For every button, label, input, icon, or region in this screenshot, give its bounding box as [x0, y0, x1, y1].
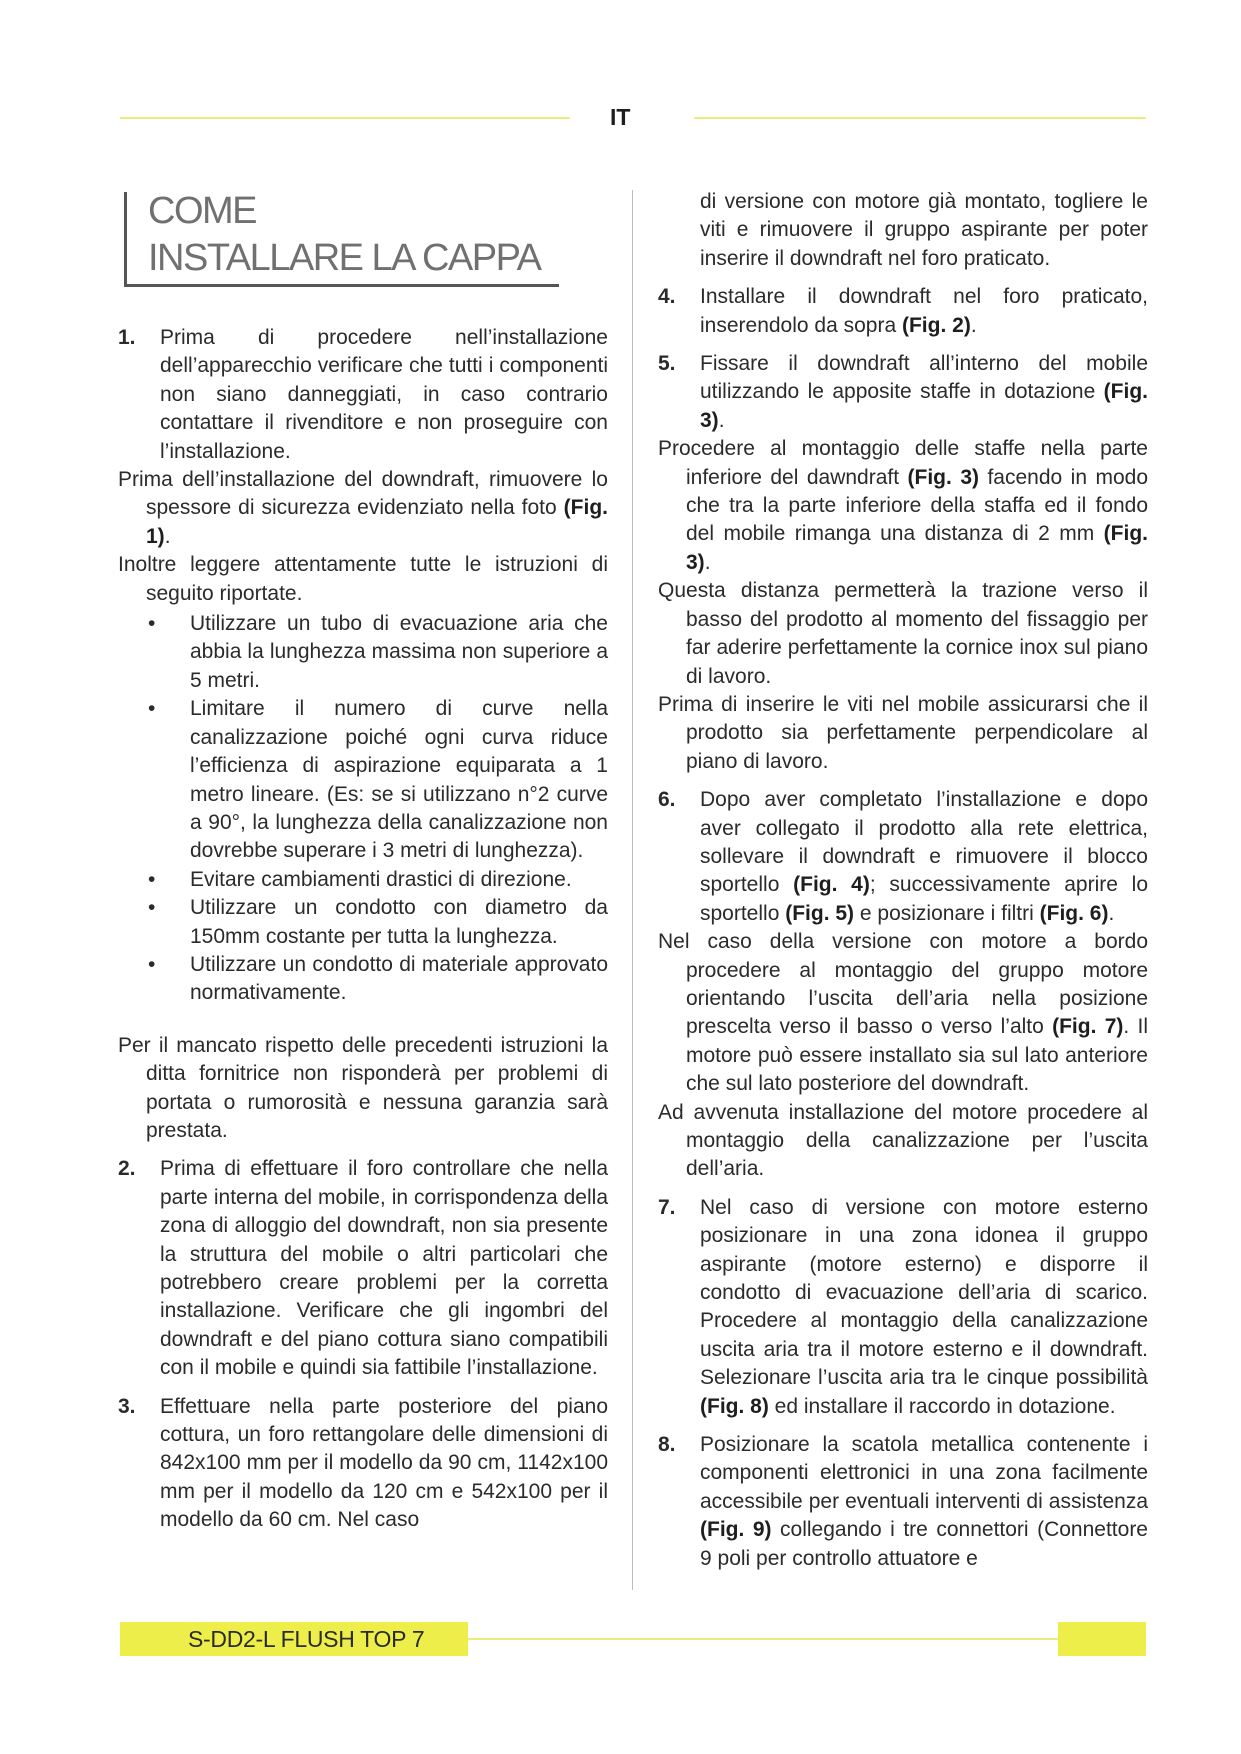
step-text: Effettuare nella parte posteriore del piano cottura, un foro rettangolare delle dimensioni di 842x100 mm per il modello da 90 cm, 1142x100 mm per il modello da 120 cm e 542x100 per il modello da 60 cm. Nel caso [160, 1394, 608, 1532]
figure-reference: (Fig. 2) [901, 313, 971, 337]
step-6-paragraph: Ad avvenuta installazione del motore procedere al montaggio della canalizzazione per l’uscita dell’aria. [658, 1100, 1148, 1181]
footer-rule [468, 1638, 1058, 1640]
step-number: 7. [658, 1195, 676, 1219]
step-number: 1. [118, 326, 136, 349]
header-rule-left [120, 117, 570, 119]
language-label: IT [610, 104, 631, 130]
step-2 [118, 1155, 608, 1382]
section-title [148, 188, 541, 282]
step-number: 3. [118, 1394, 136, 1418]
right-column [658, 188, 1148, 1573]
step-number: 4. [658, 285, 676, 309]
requirements-list [118, 610, 608, 1008]
figure-reference: (Fig. 1) [146, 496, 608, 548]
step-text: Prima di effettuare il foro controllare che nella parte interna del mobile, in corrispondenza della zona di alloggio del downdraft, non sia presente la struttura del mobile o altri particolari che potrebbero creare problemi per la corretta installazione. Verificare che gli ingombri del downdraft e del piano cottura siano compatibili con il mobile e quindi sia fattibile l’installazione. [160, 1157, 608, 1380]
footer-label: S-DD2-L FLUSH TOP 7 [188, 1626, 425, 1652]
figure-reference: (Fig. 3) [686, 522, 1148, 574]
step-8: 8. Posizionare la scatola metallica contenente i componenti elettronici in una zona facilmente accessibile per eventuali interventi di assistenza (Fig. 9) collegando i tre connettori (Connettore 9 poli per controllo attuatore e [658, 1433, 1148, 1570]
list-item: • Utilizzare un condotto con diametro da 150mm costante per tutta la lunghezza. [118, 894, 608, 951]
step-1 [118, 324, 608, 466]
figure-reference: (Fig. 7) [1052, 1015, 1124, 1039]
step-3-continuation: di versione con motore già montato, togliere le viti e rimuovere il gruppo aspirante per poter inserire il downdraft nel foro praticato. [700, 190, 1148, 270]
list-item: • Evitare cambiamenti drastici di direzione. [118, 866, 608, 894]
step-7: 7. Nel caso di versione con motore esterno posizionare in una zona idonea il gruppo aspirante (motore esterno) e disporre il condotto di evacuazione dell’aria di scarico. Procedere al montaggio della canalizzazione uscita aria tra il motore esterno e il downdraft. Selezionare l’uscita aria tra le cinque possibilità (Fig. 8) ed installare il raccordo in dotazione. [658, 1195, 1148, 1418]
list-item: • Utilizzare un condotto di materiale approvato normativamente. [118, 951, 608, 1008]
step-number: 6. [658, 788, 676, 812]
figure-reference: (Fig. 4) [793, 873, 870, 897]
step-3 [118, 1393, 608, 1535]
step-5-paragraph: Procedere al montaggio delle staffe nella parte inferiore del dawndraft (Fig. 3) facendo in modo che tra la parte inferiore della staffa ed il fondo del mobile rimanga una distanza di 2 mm (Fig. 3). [658, 437, 1149, 574]
step-6-paragraph: Nel caso della versione con motore a bordo procedere al montaggio del gruppo motore orientando l’uscita dell’aria nella posizione prescelta verso il basso o verso l’alto (Fig. 7). Il motore può essere installato sia sul lato anteriore che sul lato posteriore del downdraft. [658, 930, 1149, 1096]
step-number: 8. [658, 1433, 676, 1457]
title-line-1: COME [148, 190, 256, 232]
list-item: • Utilizzare un tubo di evacuazione aria che abbia la lunghezza massima non superiore a 5 metri. [118, 610, 608, 695]
step-1-paragraph: Prima dell’installazione del downdraft, rimuovere lo spessore di sicurezza evidenziato nella foto (Fig. 1). [118, 468, 608, 548]
figure-reference: (Fig. 9) [700, 1518, 772, 1542]
warranty-note: Per il mancato rispetto delle precedenti istruzioni la ditta fornitrice non risponderà per problemi di portata o rumorosità e nessuna garanzia sarà prestata. [118, 1033, 608, 1142]
figure-reference: (Fig. 3) [907, 465, 979, 489]
header-rule-right [694, 117, 1146, 119]
step-5-paragraph: Prima di inserire le viti nel mobile assicurarsi che il prodotto sia perfettamente perpendicolare al piano di lavoro. [658, 692, 1148, 773]
step-5-paragraph: Questa distanza permetterà la trazione verso il basso del prodotto al momento del fissaggio per far aderire perfettamente la cornice inox sul piano di lavoro. [658, 579, 1148, 688]
list-item: • Limitare il numero di curve nella canalizzazione poiché ogni curva riduce l’efficienza di aspirazione equiparata a 1 metro lineare. (Es: se si utilizzano n°2 curve a 90°, la lunghezza della canalizzazione non dovrebbe superare i 3 metri di lunghezza). [118, 695, 608, 865]
figure-reference: (Fig. 6) [1039, 901, 1109, 925]
step-6: 6. Dopo aver completato l’installazione e dopo aver collegato il prodotto alla rete elettrica, sollevare il downdraft e rimuovere il blocco sportello (Fig. 4); successivamente aprire lo sportello (Fig. 5) e posizionare i filtri (Fig. 6). [658, 788, 1148, 925]
footer-block [1058, 1622, 1146, 1656]
figure-reference: (Fig. 3) [700, 380, 1148, 432]
step-number: 2. [118, 1157, 136, 1181]
step-1-paragraph: Inoltre leggere attentamente tutte le istruzioni di seguito riportate. [118, 553, 608, 605]
step-4: 4. Installare il downdraft nel foro praticato, inserendolo da sopra (Fig. 2). [658, 285, 1148, 337]
title-line-2: INSTALLARE LA CAPPA [148, 237, 541, 279]
column-divider [632, 190, 633, 1590]
figure-reference: (Fig. 5) [785, 901, 855, 925]
step-5: 5. Fissare il downdraft all’interno del mobile utilizzando le apposite staffe in dotazione (Fig. 3). [658, 352, 1148, 432]
figure-reference: (Fig. 8) [700, 1394, 769, 1418]
step-text: Prima di procedere nell’installazione dell’apparecchio verificare che tutti i componenti non siano danneggiati, in caso contrario contattare il rivenditore e non proseguire con l’installazione. [160, 326, 608, 463]
left-column [118, 324, 608, 1535]
step-number: 5. [658, 352, 676, 376]
